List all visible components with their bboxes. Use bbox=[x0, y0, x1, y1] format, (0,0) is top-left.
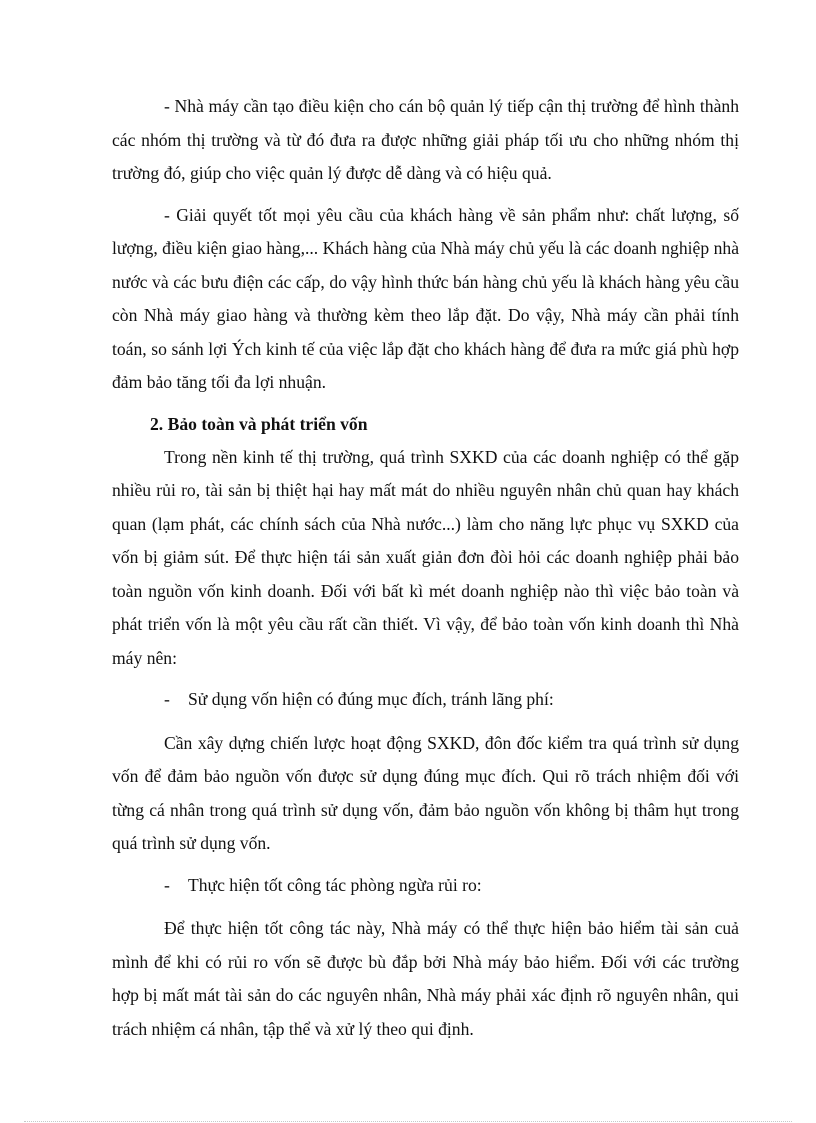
bullet-text: Thực hiện tốt công tác phòng ngừa rủi ro: bbox=[188, 874, 482, 895]
bullet-marker: - bbox=[164, 874, 170, 895]
paragraph-capital-preservation: Trong nền kinh tế thị trường, quá trình SXKD của các doanh nghiệp có thể gặp nhiều rủi ro, tài sản bị thiệt hại hay mất mát do nhiều nguyên nhân chủ quan hay khách quan (lạm phát, các chính sách của Nhà nước...) làm cho năng lực phục vụ SXKD của vốn bị giảm sút. Để thực hiện tái sản xuất giản đơn đòi hỏi các doanh nghiệp phải bảo toàn nguồn vốn kinh doanh. Đối với bất kì mét doanh nghiệp nào thì việc bảo toàn và phát triển vốn là một yêu cầu rất cần thiết. Vì vậy, để bảo toàn vốn kinh doanh thì Nhà máy nên: bbox=[112, 446, 739, 668]
paragraph-use-capital-detail: Cần xây dựng chiến lược hoạt động SXKD, đôn đốc kiểm tra quá trình sử dụng vốn để đảm bảo nguồn vốn được sử dụng đúng mục đích. Qui rõ trách nhiệm đối với từng cá nhân trong quá trình sử dụng vốn, đảm bảo nguồn vốn không bị thâm hụt trong quá trình sử dụng vốn. bbox=[112, 732, 739, 853]
bullet-item-risk-prevention bbox=[112, 869, 739, 903]
paragraph-market-access: - Nhà máy cần tạo điều kiện cho cán bộ quản lý tiếp cận thị trường để hình thành các nhóm thị trường và từ đó đưa ra được những giải pháp tối ưu cho những nhóm thị trường đó, giúp cho việc quản lý được dễ dàng và có hiệu quả. bbox=[112, 96, 739, 183]
paragraph-risk-prevention-detail: Để thực hiện tốt công tác này, Nhà máy có thể thực hiện bảo hiểm tài sản cuả mình để khi có rủi ro vốn sẽ được bù đắp bởi Nhà máy bảo hiểm. Đối với các trường hợp bị mất mát tài sản do các nguyên nhân, Nhà máy phải xác định rõ nguyên nhân, qui trách nhiệm cá nhân, tập thể và xử lý theo qui định. bbox=[112, 918, 739, 1039]
bullet-text: Sử dụng vốn hiện có đúng mục đích, tránh lãng phí: bbox=[188, 689, 554, 709]
bullet-marker: - bbox=[164, 689, 170, 709]
paragraph-customer-requirements: - Giải quyết tốt mọi yêu cầu của khách hàng về sản phẩm như: chất lượng, số lượng, điều kiện giao hàng,... Khách hàng của Nhà máy chủ yếu là các doanh nghiệp nhà nước và các bưu điện các cấp, do vậy hình thức bán hàng chủ yếu là khách hàng yêu cầu còn Nhà máy giao hàng và thường kèm theo lắp đặt. Do vậy, Nhà máy cần phải tính toán, so sánh lợi Ých kinh tế của việc lắp đặt cho khách hàng để đưa ra mức giá phù hợp đảm bảo tăng tối đa lợi nhuận. bbox=[112, 204, 739, 392]
bullet-item-use-capital bbox=[112, 683, 739, 717]
page-bottom-divider bbox=[24, 1121, 792, 1122]
document-body bbox=[112, 90, 739, 1054]
section-heading: 2. Bảo toàn và phát triển vốn bbox=[150, 413, 368, 434]
